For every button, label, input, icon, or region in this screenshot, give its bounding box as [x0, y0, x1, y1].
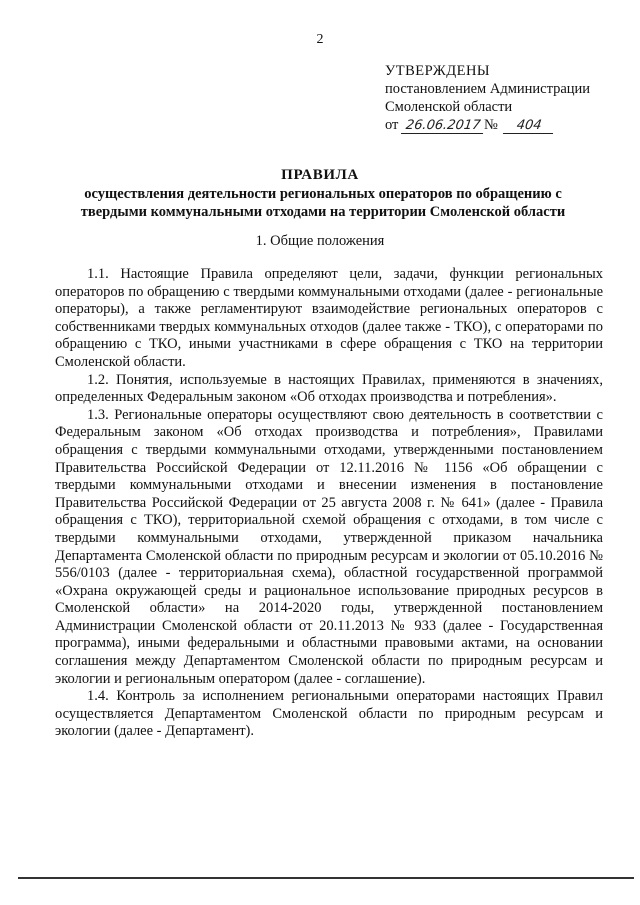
- section-body: [55, 266, 603, 741]
- paragraph-1-2: 1.2. Понятия, используемые в настоящих Правилах, применяются в значениях, определенных Федеральным законом «Об отходах производства и потребления».: [55, 371, 603, 406]
- document-subtitle: осуществления деятельности региональных операторов по обращению с твердыми коммунальными отходами на территории Смоленской области: [80, 186, 566, 220]
- approval-block: [385, 62, 625, 134]
- handwritten-date: 26.06.2017: [401, 119, 485, 134]
- scan-bottom-edge: [18, 877, 634, 879]
- approval-line-1: постановлением Администрации: [385, 81, 591, 97]
- from-label: от: [385, 117, 399, 133]
- section-heading: 1. Общие положения: [255, 233, 385, 249]
- page-number: 2: [316, 32, 324, 47]
- handwritten-number: 404: [502, 119, 554, 134]
- approval-line-2: Смоленской области: [385, 99, 513, 115]
- paragraph-1-1: 1.1. Настоящие Правила определяют цели, задачи, функции региональных операторов по обращению с твердыми коммунальными отходами (далее - региональные операторы), а также регламентируют взаимодействие региональных операторов с собственниками твердых коммунальных отходов (далее также - ТКО), с операторами по обращению с ТКО, иными участниками в сфере обращения с ТКО на территории Смоленской области.: [55, 266, 603, 370]
- paragraph-1-3: 1.3. Региональные операторы осуществляют свою деятельность в соответствии с Федеральным законом «Об отходах производства и потребления», Правилами обращения с твердыми коммунальными отходами, утвержденными постановлением Правительства Российской Федерации от 12.11.2016 № 1156 «Об обращении с твердыми коммунальными отходами и внесении изменения в постановление Правительства Российской Федерации от 25 августа 2008 г. № 641» (далее - Правила обращения с ТКО), территориальной схемой обращения с отходами, в том числе с твердыми коммунальными отходами, утвержденной приказом начальника Департамента Смоленской области по природным ресурсам и экологии от 05.10.2016 № 556/0103 (далее - территориальная схема), областной государственной программой «Охрана окружающей среды и рациональное использование природных ресурсов в Смоленской области» на 2014-2020 годы, утвержденной постановлением Администрации Смоленской области от 20.11.2013 № 933 (далее - Государственная программа), иными федеральными и областными правовыми актами, на основании соглашения между Департаментом Смоленской области по природным ресурсам и экологии и региональным оператором (далее - соглашение).: [55, 406, 603, 687]
- approval-date-row: [385, 116, 625, 134]
- paragraph-1-4: 1.4. Контроль за исполнением региональными операторами настоящих Правил осуществляется Департаментом Смоленской области по природным ресурсам и экологии (далее - Департамент).: [55, 688, 603, 740]
- document-title: ПРАВИЛА: [281, 167, 359, 183]
- document-title-block: [0, 166, 640, 221]
- approval-title: УТВЕРЖДЕНЫ: [385, 63, 491, 79]
- number-label: №: [484, 117, 498, 133]
